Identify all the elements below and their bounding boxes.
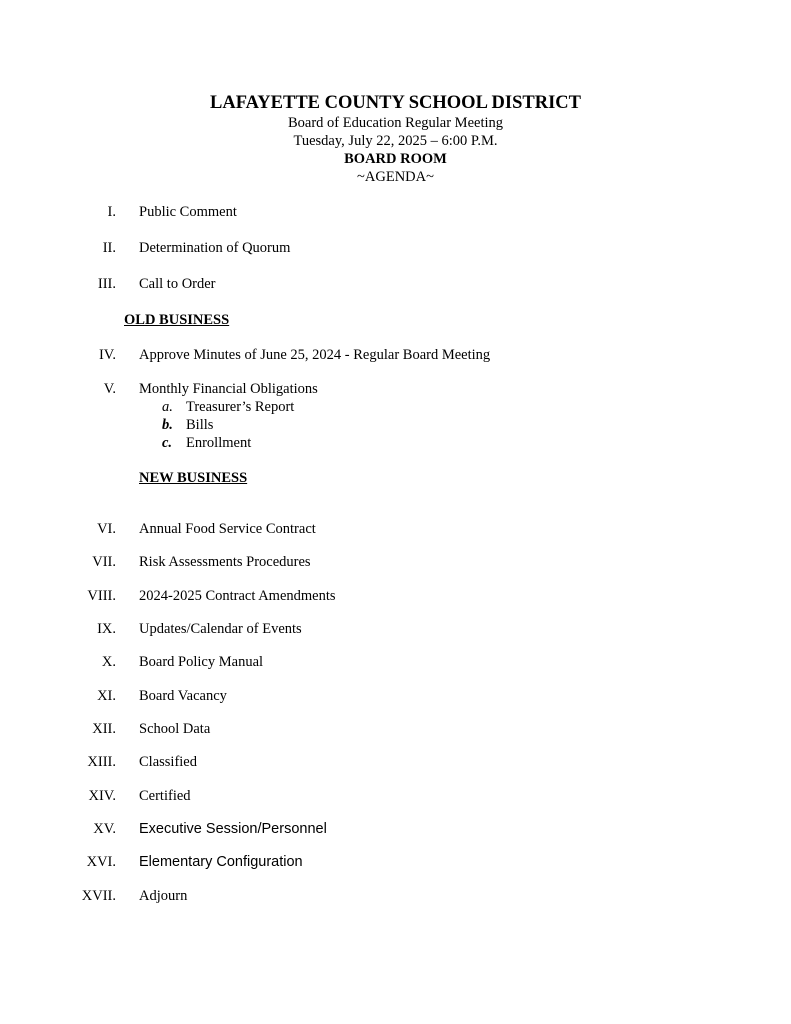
sub-item-text: Bills <box>186 417 214 433</box>
meeting-datetime: Tuesday, July 22, 2025 – 6:00 P.M. <box>293 133 498 149</box>
agenda-item <box>0 886 791 906</box>
item-text: Risk Assessments Procedures <box>139 554 311 570</box>
item-number: XVI. <box>86 854 116 870</box>
agenda-item <box>0 652 791 672</box>
item-text: Call to Order <box>139 276 216 292</box>
item-number: VI. <box>97 521 116 537</box>
item-text: Certified <box>139 788 191 804</box>
item-number: XIV. <box>88 788 116 804</box>
item-text: Monthly Financial Obligations <box>139 381 318 397</box>
sub-item-letter: c. <box>162 435 173 451</box>
item-text: Determination of Quorum <box>139 240 291 256</box>
sub-item-letter: b. <box>162 417 173 433</box>
item-number: X. <box>101 654 116 670</box>
item-text: 2024-2025 Contract Amendments <box>139 588 336 604</box>
item-number: III. <box>97 276 116 292</box>
item-text: Elementary Configuration <box>139 854 303 870</box>
sub-item <box>162 416 213 434</box>
item-number: XI. <box>97 688 116 704</box>
agenda-item <box>0 552 791 572</box>
agenda-item <box>0 619 791 639</box>
item-number: XIII. <box>87 754 116 770</box>
item-text: Approve Minutes of June 25, 2024 - Regular Board Meeting <box>139 347 491 363</box>
item-text: Classified <box>139 754 197 770</box>
item-text: Annual Food Service Contract <box>139 521 316 537</box>
agenda-item <box>0 202 791 222</box>
item-text: Updates/Calendar of Events <box>139 621 302 637</box>
item-number: V. <box>103 381 116 397</box>
agenda-item <box>0 586 791 606</box>
sub-item-text: Enrollment <box>186 435 252 451</box>
agenda-item <box>0 345 791 365</box>
item-text: School Data <box>139 721 211 737</box>
item-text: Board Policy Manual <box>139 654 264 670</box>
sub-item-letter: a. <box>162 399 173 415</box>
item-text: Public Comment <box>139 204 237 220</box>
agenda-item <box>0 819 791 839</box>
new-business-heading: NEW BUSINESS <box>139 470 248 486</box>
meeting-location: BOARD ROOM <box>344 151 447 167</box>
sub-item <box>162 398 294 416</box>
sub-item-text: Treasurer’s Report <box>186 399 295 415</box>
agenda-item <box>0 274 791 294</box>
district-title: LAFAYETTE COUNTY SCHOOL DISTRICT <box>210 93 581 113</box>
item-number: VIII. <box>87 588 116 604</box>
old-business-heading: OLD BUSINESS <box>124 312 230 328</box>
agenda-item <box>0 686 791 706</box>
agenda-item <box>0 852 791 872</box>
agenda-item <box>0 719 791 739</box>
agenda-header <box>0 92 791 186</box>
item-number: XII. <box>92 721 116 737</box>
agenda-item <box>0 786 791 806</box>
item-number: XVII. <box>81 888 116 904</box>
item-number: I. <box>107 204 116 220</box>
item-text: Adjourn <box>139 888 188 904</box>
item-number: IX. <box>97 621 116 637</box>
document-type: ~AGENDA~ <box>357 169 434 185</box>
agenda-item <box>0 238 791 258</box>
item-number: XV. <box>93 821 116 837</box>
agenda-item <box>0 752 791 772</box>
meeting-name: Board of Education Regular Meeting <box>287 115 504 131</box>
item-number: VII. <box>92 554 116 570</box>
agenda-item <box>0 379 791 399</box>
item-text: Board Vacancy <box>139 688 227 704</box>
item-number: IV. <box>98 347 116 363</box>
sub-item <box>162 434 251 452</box>
item-number: II. <box>102 240 116 256</box>
item-text: Executive Session/Personnel <box>139 821 327 837</box>
agenda-item <box>0 519 791 539</box>
